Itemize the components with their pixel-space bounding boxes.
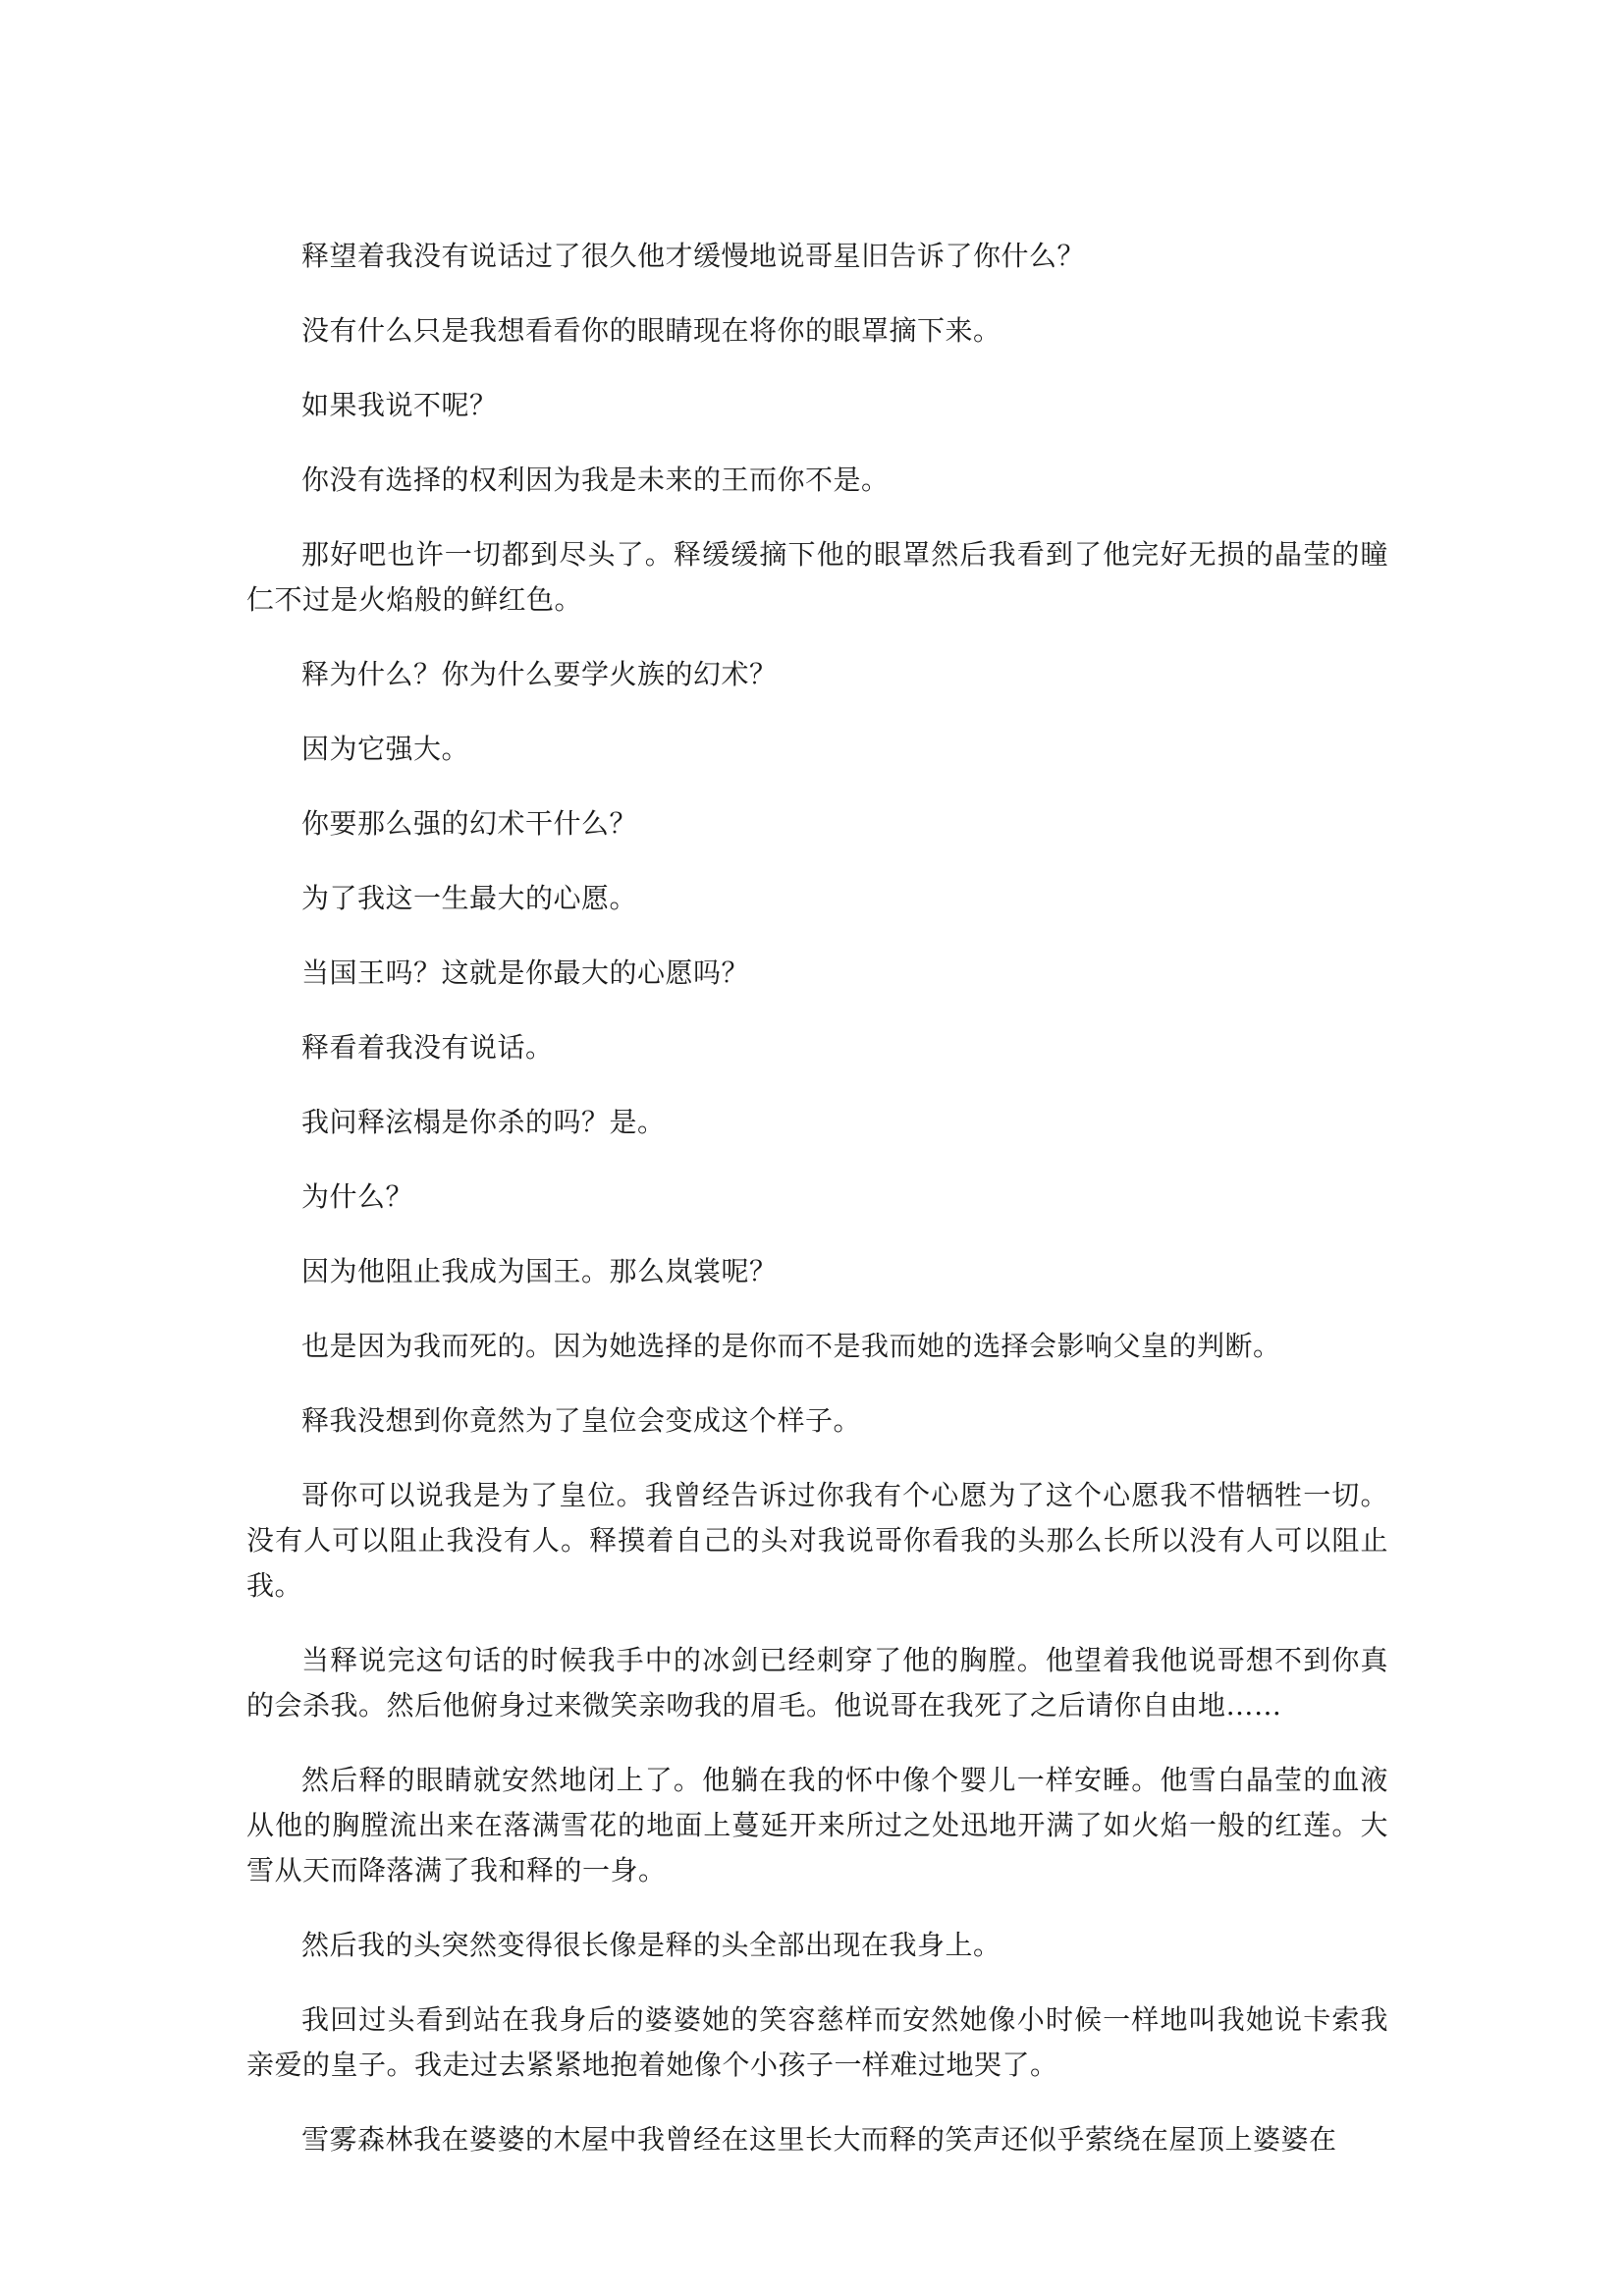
paragraph: 因为他阻止我成为国王。那么岚裳呢？ <box>301 1255 778 1287</box>
paragraph: 你要那么强的幻术干什么？ <box>301 807 638 840</box>
paragraph: 当释说完这句话的时候我手中的冰剑已经刺穿了他的胸膛。他望着我他说哥想不到你真的会杀我。然后他俯身过来微笑亲吻我的眉毛。他说哥在我死了之后请你自由地…… <box>246 1644 1388 1722</box>
paragraph: 如果我说不呢？ <box>301 389 498 421</box>
paragraph: 也是因为我而死的。因为她选择的是你而不是我而她的选择会影响父皇的判断。 <box>301 1330 1281 1362</box>
paragraph: 释望着我没有说话过了很久他才缓慢地说哥星旧告诉了你什么？ <box>301 240 1086 272</box>
paragraph: 你没有选择的权利因为我是未来的王而你不是。 <box>301 464 890 496</box>
paragraph: 为什么？ <box>301 1180 414 1213</box>
paragraph: 我问释泫榻是你杀的吗？是。 <box>301 1106 666 1138</box>
paragraph: 然后我的头突然变得很长像是释的头全部出现在我身上。 <box>301 1929 1001 1961</box>
paragraph: 我回过头看到站在我身后的婆婆她的笑容慈样而安然她像小时候一样地叫我她说卡索我亲爱的皇子。我走过去紧紧地抱着她像个小孩子一样难过地哭了。 <box>246 2003 1388 2081</box>
paragraph: 没有什么只是我想看看你的眼睛现在将你的眼罩摘下来。 <box>301 314 1001 347</box>
paragraph: 当国王吗？这就是你最大的心愿吗？ <box>301 957 750 989</box>
paragraph: 哥你可以说我是为了皇位。我曾经告诉过你我有个心愿为了这个心愿我不惜牺牲一切。没有人可以阻止我没有人。释摸着自己的头对我说哥你看我的头那么长所以没有人可以阻止我。 <box>246 1479 1388 1602</box>
paragraph: 因为它强大。 <box>301 733 470 765</box>
paragraph: 释为什么？你为什么要学火族的幻术？ <box>301 658 778 690</box>
document-body <box>246 234 1388 2192</box>
paragraph: 释我没想到你竟然为了皇位会变成这个样子。 <box>301 1404 862 1437</box>
paragraph: 雪雾森林我在婆婆的木屋中我曾经在这里长大而释的笑声还似乎萦绕在屋顶上婆婆在 <box>301 2123 1337 2156</box>
paragraph: 释看着我没有说话。 <box>301 1031 554 1064</box>
paragraph: 然后释的眼睛就安然地闭上了。他躺在我的怀中像个婴儿一样安睡。他雪白晶莹的血液从他的胸膛流出来在落满雪花的地面上蔓延开来所过之处迅地开满了如火焰一般的红莲。大雪从天而降落满了我和释的一身。 <box>246 1764 1388 1886</box>
paragraph: 那好吧也许一切都到尽头了。释缓缓摘下他的眼罩然后我看到了他完好无损的晶莹的瞳仁不过是火焰般的鲜红色。 <box>246 538 1388 616</box>
paragraph: 为了我这一生最大的心愿。 <box>301 882 638 914</box>
